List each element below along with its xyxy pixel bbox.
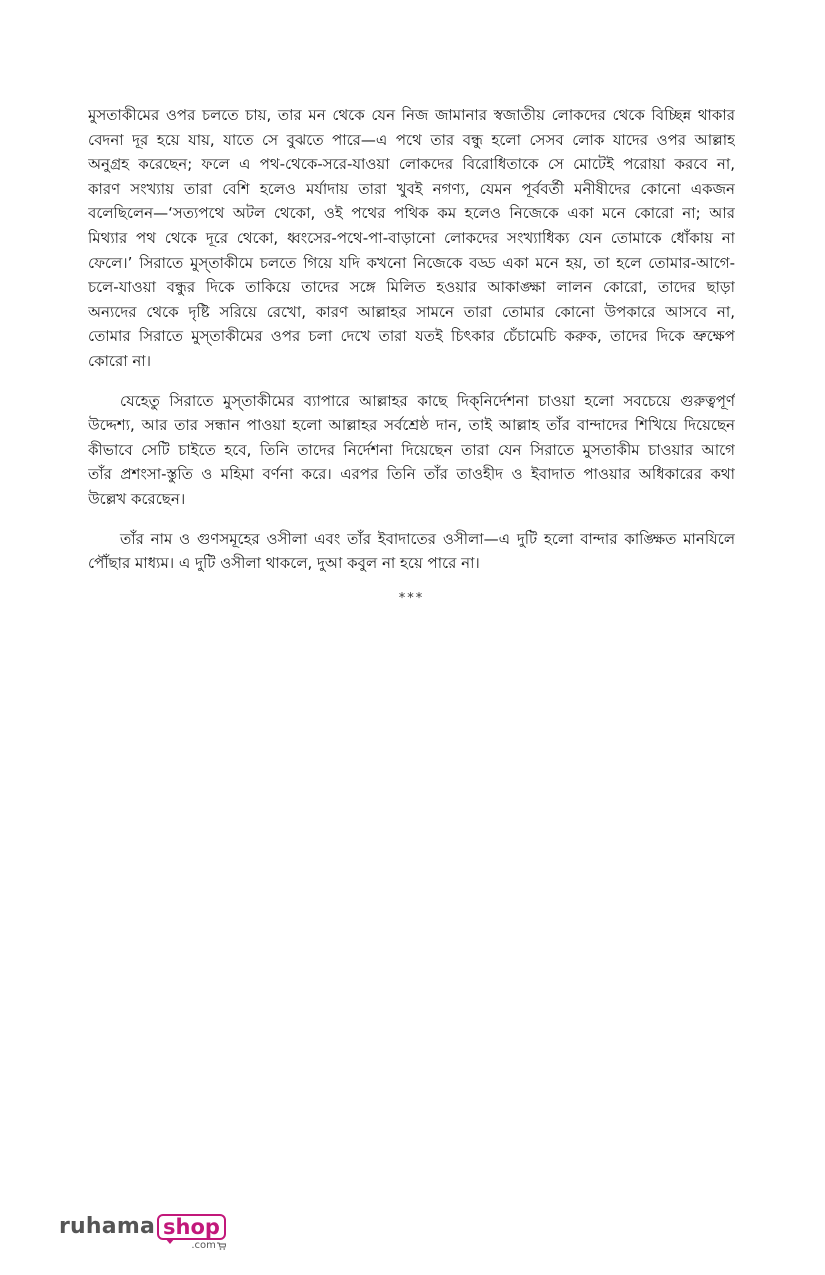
paragraph-1 [88, 103, 735, 374]
logo-text-ruhama: ruhama [59, 1214, 155, 1239]
cart-icon [217, 1242, 226, 1249]
text-line: তোমার সিরাতে মুস্‌তাকীমের ওপর চলা দেখে তারা যতই চিৎকার চেঁচামেচি করুক, তাদের দিকে ভ্রুক্ষেপ [88, 327, 735, 346]
paragraph-2 [88, 389, 735, 512]
text-line: চলে-যাওয়া বন্ধুর দিকে তাকিয়ে তাদের সঙ্গে মিলিত হওয়ার আকাঙ্ক্ষা লালন কোরো, তাদের ছাড়া [88, 278, 735, 297]
text-line: বলেছিলেন—‘সত্যপথে অটল থেকো, ওই পথের পথিক কম হলেও নিজেকে একা মনে কোরো না; আর [88, 204, 735, 223]
text-line: মুসতাকীমের ওপর চলতে চায়, তার মন থেকে যেন নিজ জামানার স্বজাতীয় লোকদের থেকে বিচ্ছিন্ন থাকার [88, 106, 735, 124]
logo-text-shop: shop [157, 1214, 226, 1240]
ruhamashop-logo [59, 1214, 226, 1251]
logo-text-com: .com [191, 1240, 216, 1251]
logo-domain [191, 1240, 226, 1251]
text-line: মিথ্যার পথ থেকে দূরে থেকো, ধ্বংসের-পথে-পা-বাড়ানো লোকদের সংখ্যাধিক্য যেন তোমাকে ধোঁকায় না [88, 228, 735, 247]
text-line: অনুগ্রহ করেছেন; ফলে এ পথ-থেকে-সরে-যাওয়া লোকদের বিরোধিতাকে সে মোটেই পরোয়া করবে না, [88, 155, 735, 174]
text-line: উদ্দেশ্য, আর তার সন্ধান পাওয়া হলো আল্লাহর সর্বশ্রেষ্ঠ দান, তাই আল্লাহ তাঁর বান্দাদের শিখিয়ে দিয়েছেন [88, 416, 735, 435]
text-line: উল্লেখ করেছেন। [88, 489, 186, 508]
text-line: পৌঁছার মাধ্যম। এ দুটি ওসীলা থাকলে, দুআ কবুল না হয়ে পারে না। [88, 554, 480, 573]
section-separator: *** [398, 590, 425, 606]
text-line: যেহেতু সিরাতে মুস্‌তাকীমের ব্যাপারে আল্লাহর কাছে দিক্‌নির্দেশনা চাওয়া হলো সবচেয়ে গুরুত্বপূর্ণ [120, 391, 735, 410]
text-line: কোরো না। [88, 351, 151, 370]
speech-bubble-tail-icon [165, 1238, 175, 1244]
logo-shop-bubble [157, 1214, 226, 1251]
text-line: তাঁর প্রশংসা-স্তুতি ও মহিমা বর্ণনা করে। এরপর তিনি তাঁর তাওহীদ ও ইবাদাত পাওয়ার অধিকারের কথা [88, 465, 735, 484]
text-line: কারণ সংখ্যায় তারা বেশি হলেও মর্যাদায় তারা খুবই নগণ্য, যেমন পূর্ববর্তী মনীষীদের কোনো একজন [88, 179, 735, 198]
paragraph-3 [88, 527, 735, 576]
page-content [88, 103, 735, 606]
text-line: তাঁর নাম ও গুণসমূহের ওসীলা এবং তাঁর ইবাদাতের ওসীলা—এ দুটি হলো বান্দার কাঙ্ক্ষিত মানযিলে [120, 529, 735, 548]
text-line: কীভাবে সেটি চাইতে হবে, তিনি তাদের নির্দেশনা দিয়েছেন তারা যেন সিরাতে মুসতাকীম চাওয়ার আগে [88, 440, 735, 459]
text-line: বেদনা দূর হয়ে যায়, যাতে সে বুঝতে পারে—এ পথে তার বন্ধু হলো সেসব লোক যাদের ওপর আল্লাহ [88, 130, 735, 149]
text-line: ফেলে।’ সিরাতে মুস্‌তাকীমে চলতে গিয়ে যদি কখনো নিজেকে বড্ড একা মনে হয়, তা হলে তোমার-আগে- [88, 253, 735, 272]
text-line: অন্যদের থেকে দৃষ্টি সরিয়ে রেখো, কারণ আল্লাহর সামনে তারা তোমার কোনো উপকারে আসবে না, [88, 302, 735, 321]
